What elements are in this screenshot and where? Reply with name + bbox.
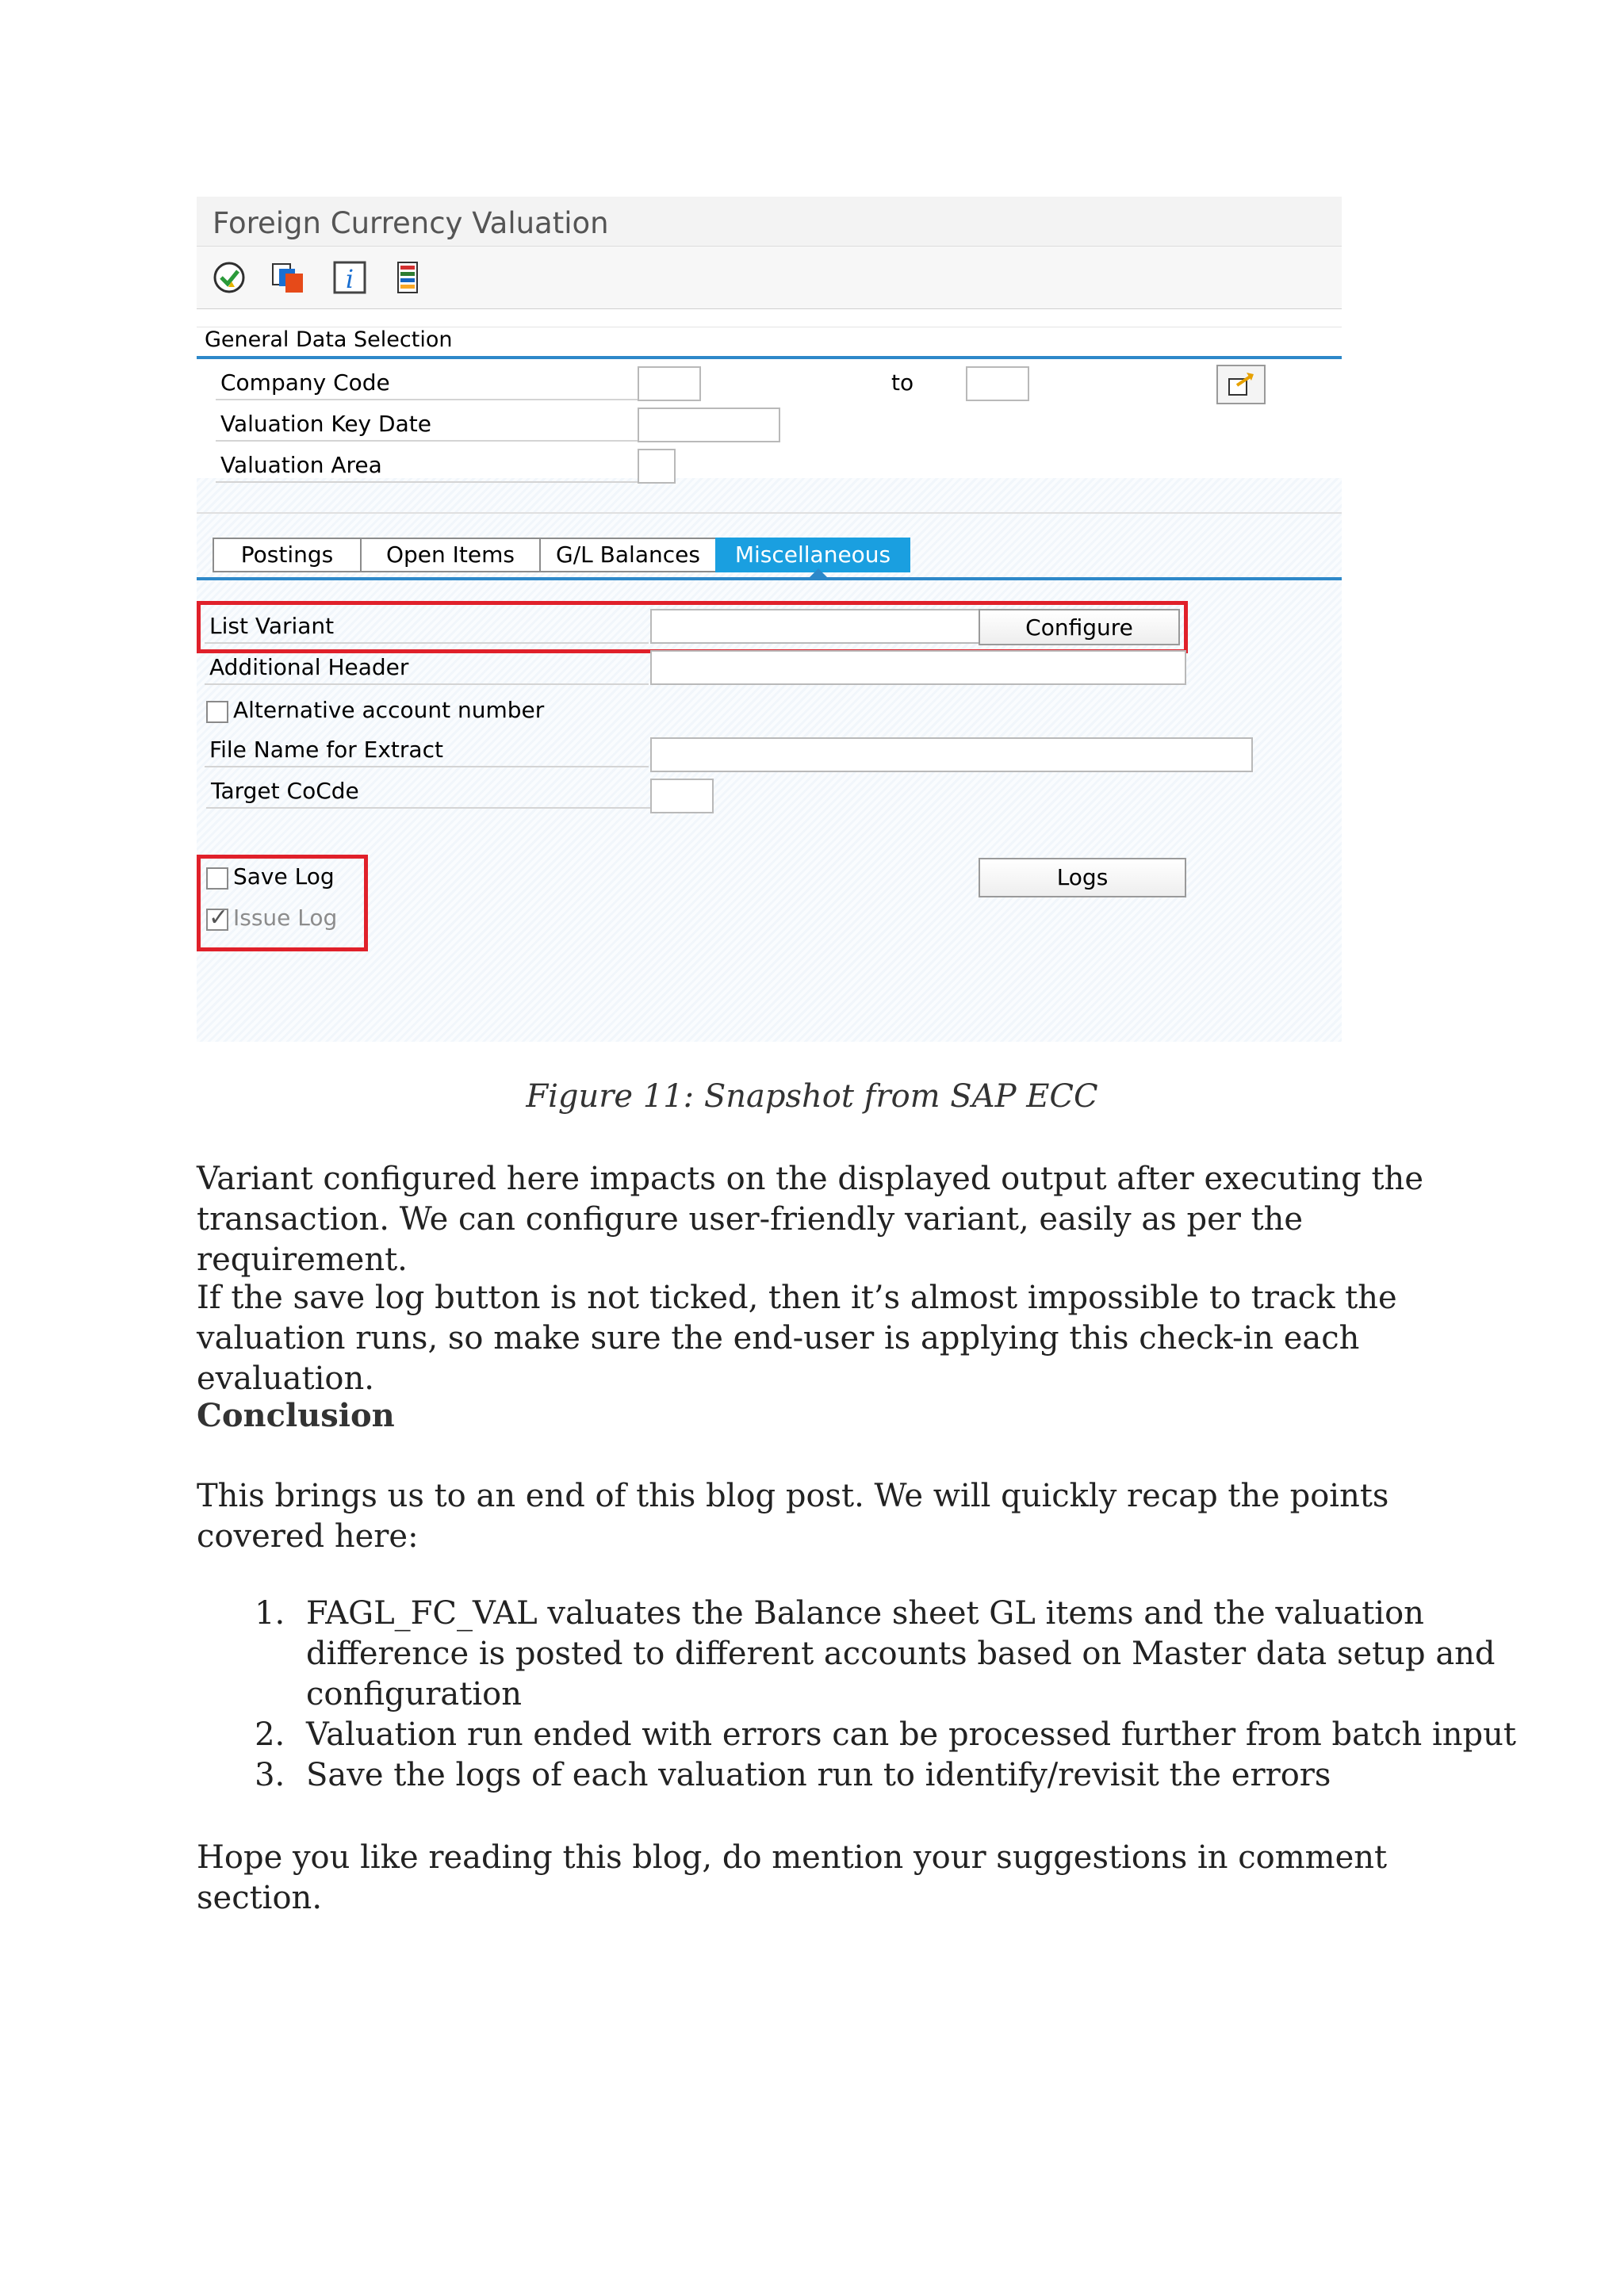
issue-log-label: Issue Log — [233, 905, 338, 931]
tab-strip — [197, 530, 1342, 580]
valuation-area-label: Valuation Area — [216, 448, 652, 483]
file-name-input[interactable] — [650, 737, 1253, 772]
divider — [197, 512, 1342, 514]
target-cocde-label: Target CoCde — [206, 774, 650, 809]
list-item: 2. Valuation run ended with errors can be processed further from batch input — [295, 1715, 1532, 1755]
additional-header-label: Additional Header — [205, 650, 649, 685]
recap-list — [197, 1594, 1532, 1796]
tab-open-items[interactable]: Open Items — [360, 538, 541, 572]
toolbar-gap — [197, 309, 1342, 327]
log-options-highlight — [197, 855, 368, 951]
paragraph-closing: Hope you like reading this blog, do mention your suggestions in comment section. — [197, 1839, 1388, 1916]
save-log-label: Save Log — [233, 863, 335, 890]
paragraph-recap: This brings us to an end of this blog post. We will quickly recap the points covered here: — [197, 1478, 1389, 1555]
info-icon[interactable] — [331, 259, 368, 296]
paragraph-save-log: If the save log button is not ticked, then it’s almost impossible to track the valuation runs, so make sure the end-user is applying this check-in each evaluation. — [197, 1280, 1397, 1397]
alt-account-label: Alternative account number — [233, 697, 545, 723]
company-code-to-input[interactable] — [966, 366, 1029, 401]
target-cocde-input[interactable] — [650, 779, 714, 813]
figure-caption: Figure 11: Snapshot from SAP ECC — [526, 1078, 1098, 1115]
company-code-label: Company Code — [216, 365, 652, 400]
conclusion-heading: Conclusion — [197, 1397, 395, 1434]
general-data-heading: General Data Selection — [205, 327, 453, 352]
execute-icon[interactable] — [211, 259, 247, 296]
alt-account-checkbox[interactable] — [206, 701, 228, 723]
logs-button[interactable]: Logs — [979, 858, 1186, 897]
sap-toolbar — [197, 247, 1342, 309]
list-variant-highlight — [197, 601, 1188, 653]
list-item: 3. Save the logs of each valuation run to identify/revisit the errors — [295, 1755, 1532, 1796]
company-code-from-input[interactable] — [638, 366, 701, 401]
sap-title-bar — [197, 197, 1342, 247]
additional-header-input[interactable] — [650, 650, 1186, 685]
sap-screenshot — [197, 197, 1342, 1042]
to-label: to — [891, 369, 914, 396]
tab-miscellaneous[interactable]: Miscellaneous — [715, 538, 910, 572]
file-name-label: File Name for Extract — [205, 733, 649, 767]
tab-gl-balances[interactable]: G/L Balances — [539, 538, 717, 572]
valuation-key-date-input[interactable] — [638, 408, 780, 442]
valuation-area-input[interactable] — [638, 449, 676, 484]
layout-icon[interactable] — [390, 259, 427, 296]
list-variant-label: List Variant — [205, 609, 649, 644]
tab-postings[interactable]: Postings — [213, 538, 362, 572]
valuation-key-date-label: Valuation Key Date — [216, 407, 652, 442]
paragraph-variant: Variant configured here impacts on the displayed output after executing the transaction. We can configure user-friendly variant, easily as per the requirement. — [197, 1161, 1423, 1278]
tab-underline — [197, 577, 1342, 580]
copy-icon[interactable] — [270, 259, 306, 296]
configure-button[interactable]: Configure — [979, 609, 1180, 645]
list-item: 1. FAGL_FC_VAL valuates the Balance sheet GL items and the valuation difference is posted to different accounts based on Master data setup and configuration — [295, 1594, 1532, 1715]
svg-text:i: i — [345, 264, 354, 294]
general-data-section-header — [197, 327, 1342, 359]
sap-screen-title: Foreign Currency Valuation — [213, 206, 609, 240]
multiple-selection-icon[interactable] — [1216, 365, 1266, 404]
